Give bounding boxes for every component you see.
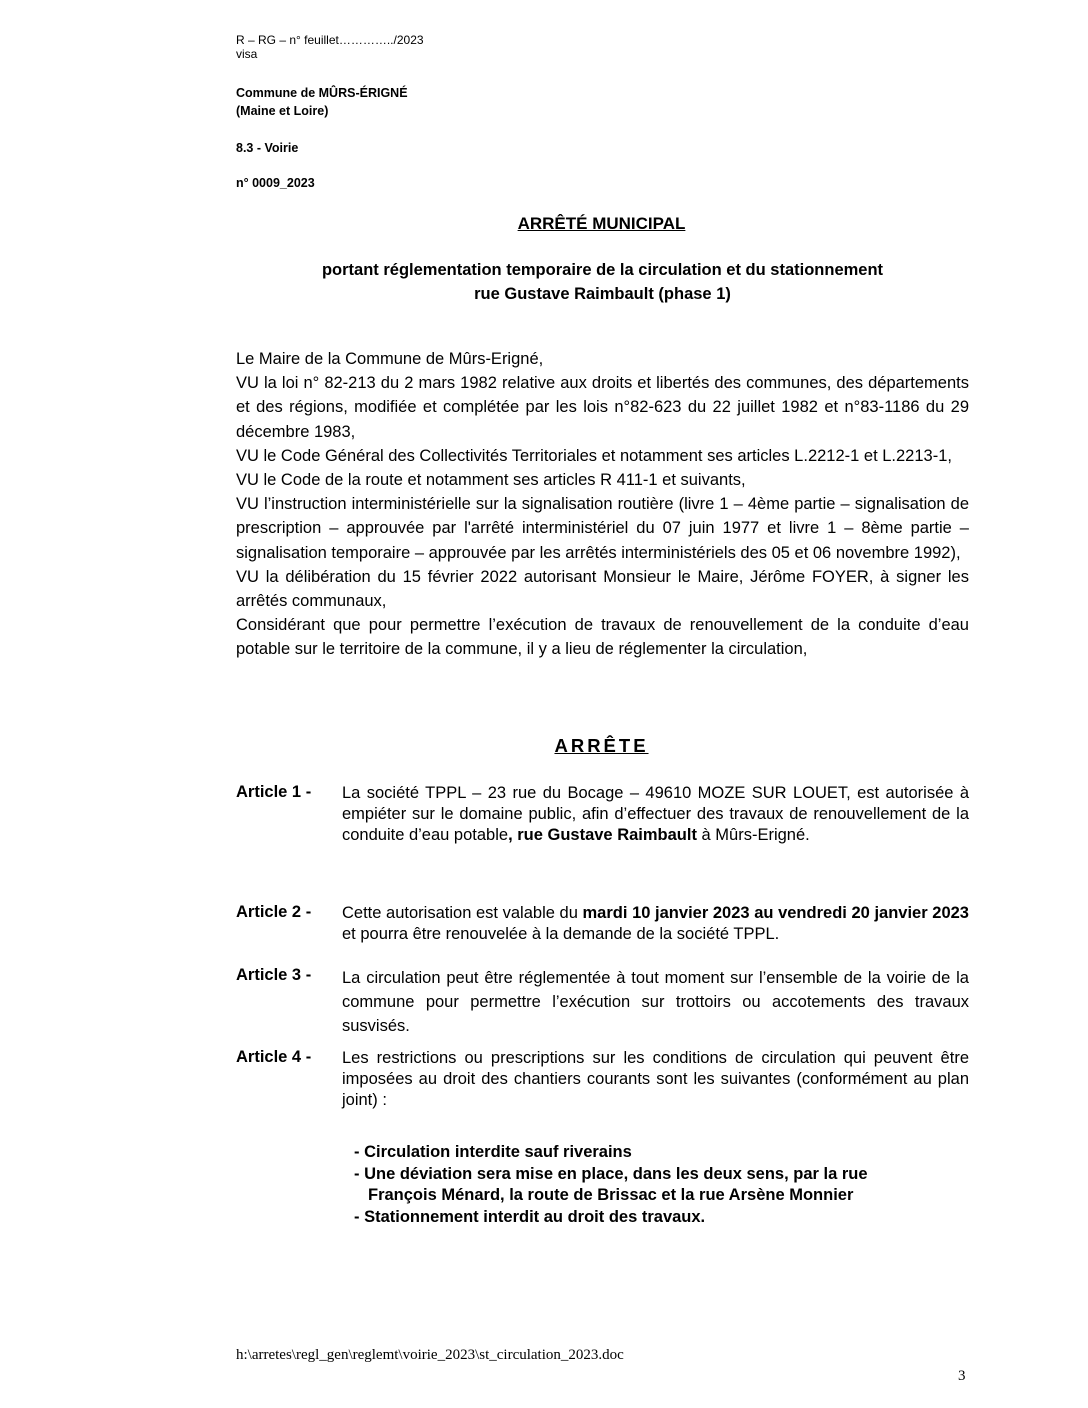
list-item: - Une déviation sera mise en place, dans les deux sens, par la rue — [354, 1164, 868, 1183]
preamble-line: VU l’instruction interministérielle sur la signalisation routière (livre 1 – 4ème partie – signalisation de prescription – approuvée par l'arrêté interministériel du 07 juin 1977 et livre 1 – 8ème partie – signalisation temporaire – approuvée par les arrêtés interministériels des 05 et 06 novembre 1992), — [236, 495, 969, 562]
section-label: 8.3 - Voirie — [236, 141, 299, 155]
article-1-text-a: La société TPPL – 23 rue du Bocage – 49610 MOZE SUR LOUET, est autorisée à empiéter sur le domaine public, afin d’effectuer des travaux de renouvellement de la conduite d’eau potable — [342, 784, 969, 844]
article-1-street: , rue Gustave Raimbault — [508, 826, 697, 844]
preamble — [236, 347, 969, 662]
article-2-text-a: Cette autorisation est valable du — [342, 904, 583, 922]
measures-list — [354, 1142, 868, 1228]
arrete-heading: ARRÊTE — [554, 735, 649, 756]
preamble-line: Le Maire de la Commune de Mûrs-Erigné, — [236, 350, 544, 368]
preamble-line: VU le Code Général des Collectivités Territoriales et notamment ses articles L.2212-1 et L.2213-1, — [236, 446, 952, 465]
list-item: - Stationnement interdit au droit des travaux. — [354, 1207, 706, 1226]
department-name: (Maine et Loire) — [236, 104, 329, 118]
commune-name: Commune de MÛRS-ÉRIGNÉ — [236, 86, 408, 100]
article-1-label: Article 1 - — [236, 783, 312, 801]
article-2-text — [342, 903, 969, 945]
preamble-line: Considérant que pour permettre l’exécution de travaux de renouvellement de la conduite d’eau potable sur le territoire de la commune, il y a lieu de réglementer la circulation, — [236, 616, 969, 659]
subtitle-line-2: rue Gustave Raimbault (phase 1) — [474, 285, 731, 303]
preamble-line: VU la délibération du 15 février 2022 autorisant Monsieur le Maire, Jérôme FOYER, à signer les arrêtés communaux, — [236, 567, 969, 611]
file-path: h:\arretes\regl_gen\reglemt\voirie_2023\st_circulation_2023.doc — [236, 1347, 624, 1363]
preamble-line: VU la loi n° 82-213 du 2 mars 1982 relative aux droits et libertés des communes, des départements et des régions, modifiée et complétée par les lois n°82-623 du 22 juillet 1982 et n°83-1186 du 29 décembre 1983, — [236, 374, 969, 441]
page-title: ARRÊTÉ MUNICIPAL — [517, 214, 686, 233]
list-item-continuation: François Ménard, la route de Brissac et la rue Arsène Monnier — [368, 1186, 854, 1204]
page-number: 3 — [958, 1368, 966, 1384]
page-subtitle — [236, 258, 969, 306]
decree-number: n° 0009_2023 — [236, 176, 315, 190]
article-2-label: Article 2 - — [236, 903, 312, 921]
article-2-dates: mardi 10 janvier 2023 au vendredi 20 janvier 2023 — [582, 904, 969, 922]
article-3-text: La circulation peut être réglementée à tout moment sur l’ensemble de la voirie de la commune pour permettre l’exécution sur trottoirs ou accotements des travaux susvisés. — [342, 969, 969, 1035]
preamble-line: VU le Code de la route et notamment ses articles R 411-1 et suivants, — [236, 471, 746, 490]
article-3-label: Article 3 - — [236, 966, 312, 984]
article-4-label: Article 4 - — [236, 1048, 312, 1066]
subtitle-line-1: portant réglementation temporaire de la circulation et du stationnement — [321, 261, 884, 279]
article-1-text — [342, 783, 969, 846]
article-2-text-c: et pourra être renouvelée à la demande de la société TPPL. — [342, 925, 780, 943]
article-1-text-c: à Mûrs-Erigné. — [696, 826, 810, 844]
visa-line: visa — [236, 47, 258, 61]
article-4-text: Les restrictions ou prescriptions sur les conditions de circulation qui peuvent être imposées au droit des chantiers courants sont les suivantes (conformément au plan joint) : — [342, 1049, 969, 1109]
feuillet-line: R – RG – n° feuillet…………../2023 — [236, 33, 424, 47]
list-item: - Circulation interdite sauf riverains — [354, 1143, 632, 1161]
